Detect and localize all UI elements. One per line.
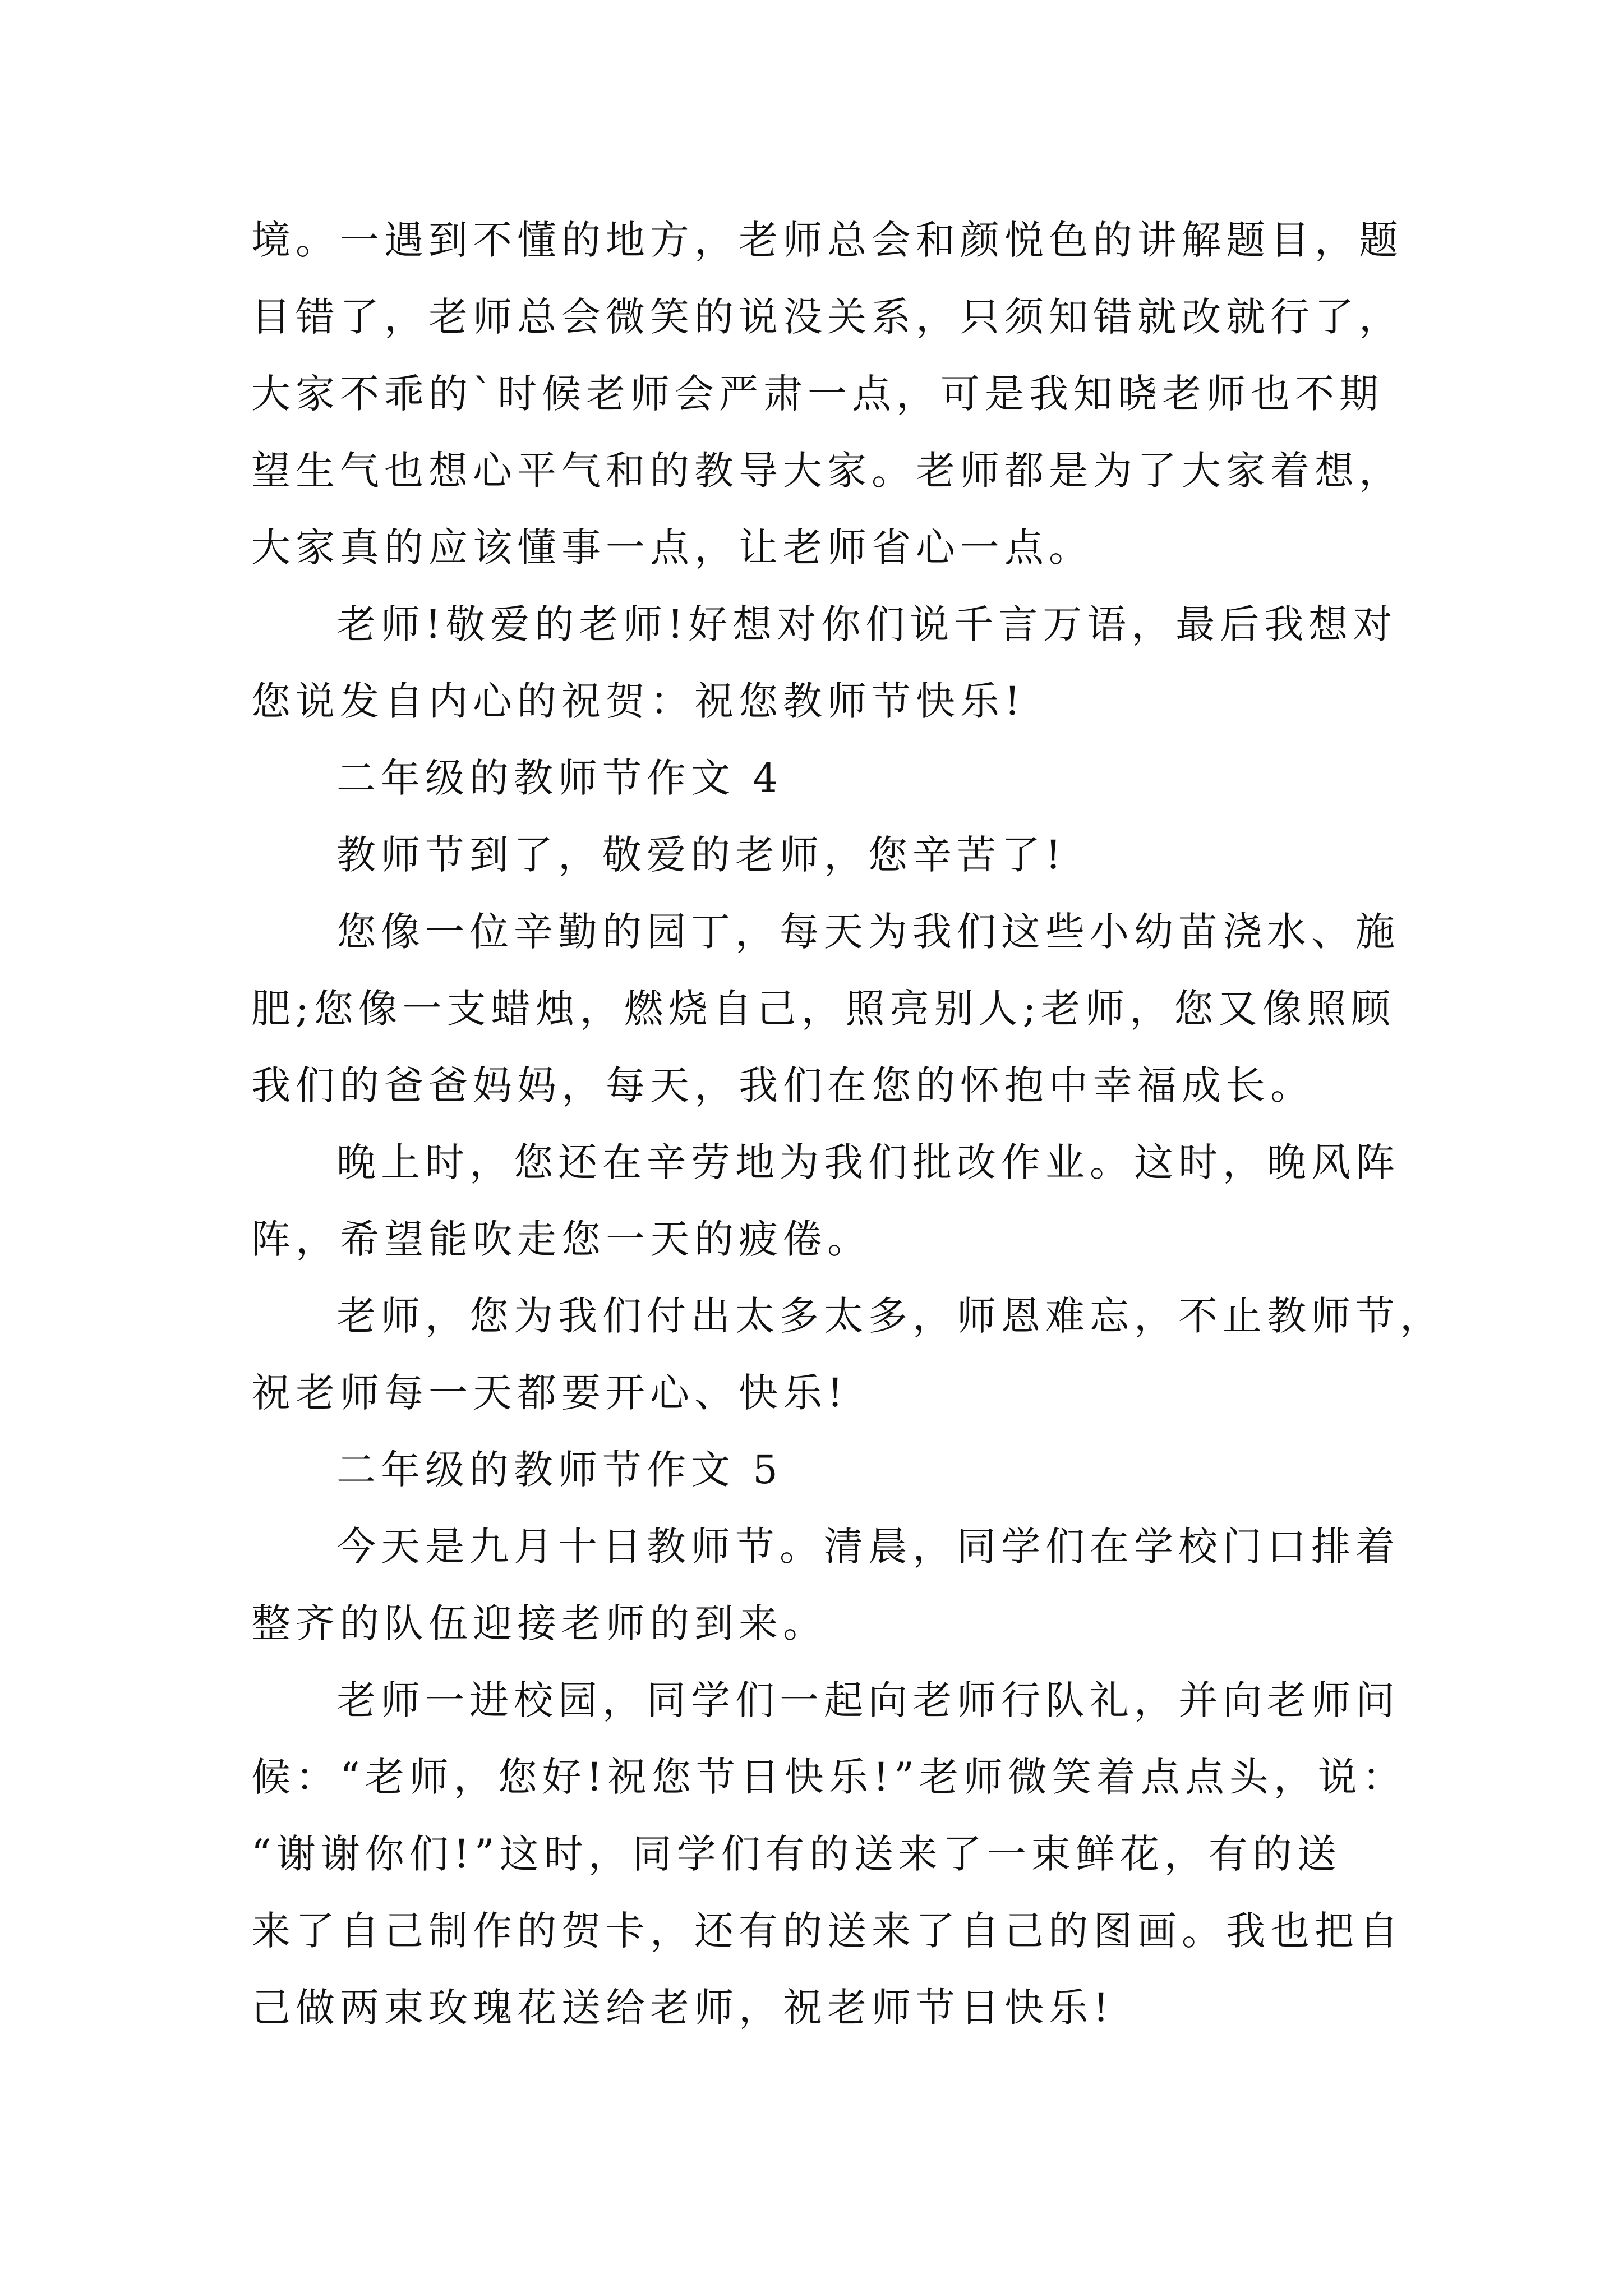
text-line: 您说发自内心的祝贺：祝您教师节快乐! [251, 678, 1026, 724]
text-line: 候：“老师，您好!祝您节日快乐!”老师微笑着点点头，说： [251, 1754, 1407, 1800]
text-line: 老师!敬爱的老师!好想对你们说千言万语，最后我想对 [336, 601, 1398, 647]
text-line: 大家不乖的`时候老师会严肃一点，可是我知晓老师也不期 [251, 371, 1384, 417]
paragraph [251, 202, 1429, 586]
text-line: 望生气也想心平气和的教导大家。老师都是为了大家着想， [251, 448, 1403, 494]
text-line: 今天是九月十日教师节。清晨，同学们在学校门口排着 [336, 1524, 1400, 1570]
paragraph [251, 1662, 1429, 2046]
text-line: 祝老师每一天都要开心、快乐! [251, 1370, 849, 1416]
text-line: 肥;您像一支蜡烛，燃烧自己，照亮别人;老师，您又像照顾 [251, 986, 1396, 1032]
paragraph [251, 817, 1429, 894]
document-body [251, 202, 1444, 2046]
paragraph [251, 1508, 1429, 1662]
paragraph [251, 1124, 1429, 1278]
paragraph [251, 586, 1429, 740]
text-line: 晚上时，您还在辛劳地为我们批改作业。这时，晚风阵 [336, 1139, 1400, 1185]
section-heading: 二年级的教师节作文 4 [336, 755, 783, 801]
text-line: 我们的爸爸妈妈，每天，我们在您的怀抱中幸福成长。 [251, 1062, 1315, 1108]
text-line: 您像一位辛勤的园丁，每天为我们这些小幼苗浇水、施 [336, 909, 1400, 955]
text-line: 大家真的应该懂事一点，让老师省心一点。 [251, 524, 1093, 570]
paragraph [251, 894, 1429, 1124]
text-line: 老师，您为我们付出太多太多，师恩难忘，不止教师节， [336, 1293, 1444, 1339]
text-line: 目错了，老师总会微笑的说没关系，只须知错就改就行了， [251, 294, 1403, 340]
text-line: “谢谢你们!”这时，同学们有的送来了一束鲜花，有的送 [251, 1831, 1341, 1877]
text-line: 来了自己制作的贺卡，还有的送来了自己的图画。我也把自 [251, 1908, 1403, 1954]
text-line: 境。一遇到不懂的地方，老师总会和颜悦色的讲解题目，题 [251, 217, 1403, 263]
section-heading: 二年级的教师节作文 5 [336, 1447, 783, 1493]
text-line: 整齐的队伍迎接老师的到来。 [251, 1600, 827, 1646]
text-line: 教师节到了，敬爱的老师，您辛苦了! [336, 832, 1067, 878]
text-line: 阵，希望能吹走您一天的疲倦。 [251, 1216, 872, 1262]
paragraph [251, 1278, 1444, 1432]
text-line: 老师一进校园，同学们一起向老师行队礼，并向老师问 [336, 1677, 1400, 1723]
text-line: 己做两束玫瑰花送给老师，祝老师节日快乐! [251, 1985, 1114, 2031]
